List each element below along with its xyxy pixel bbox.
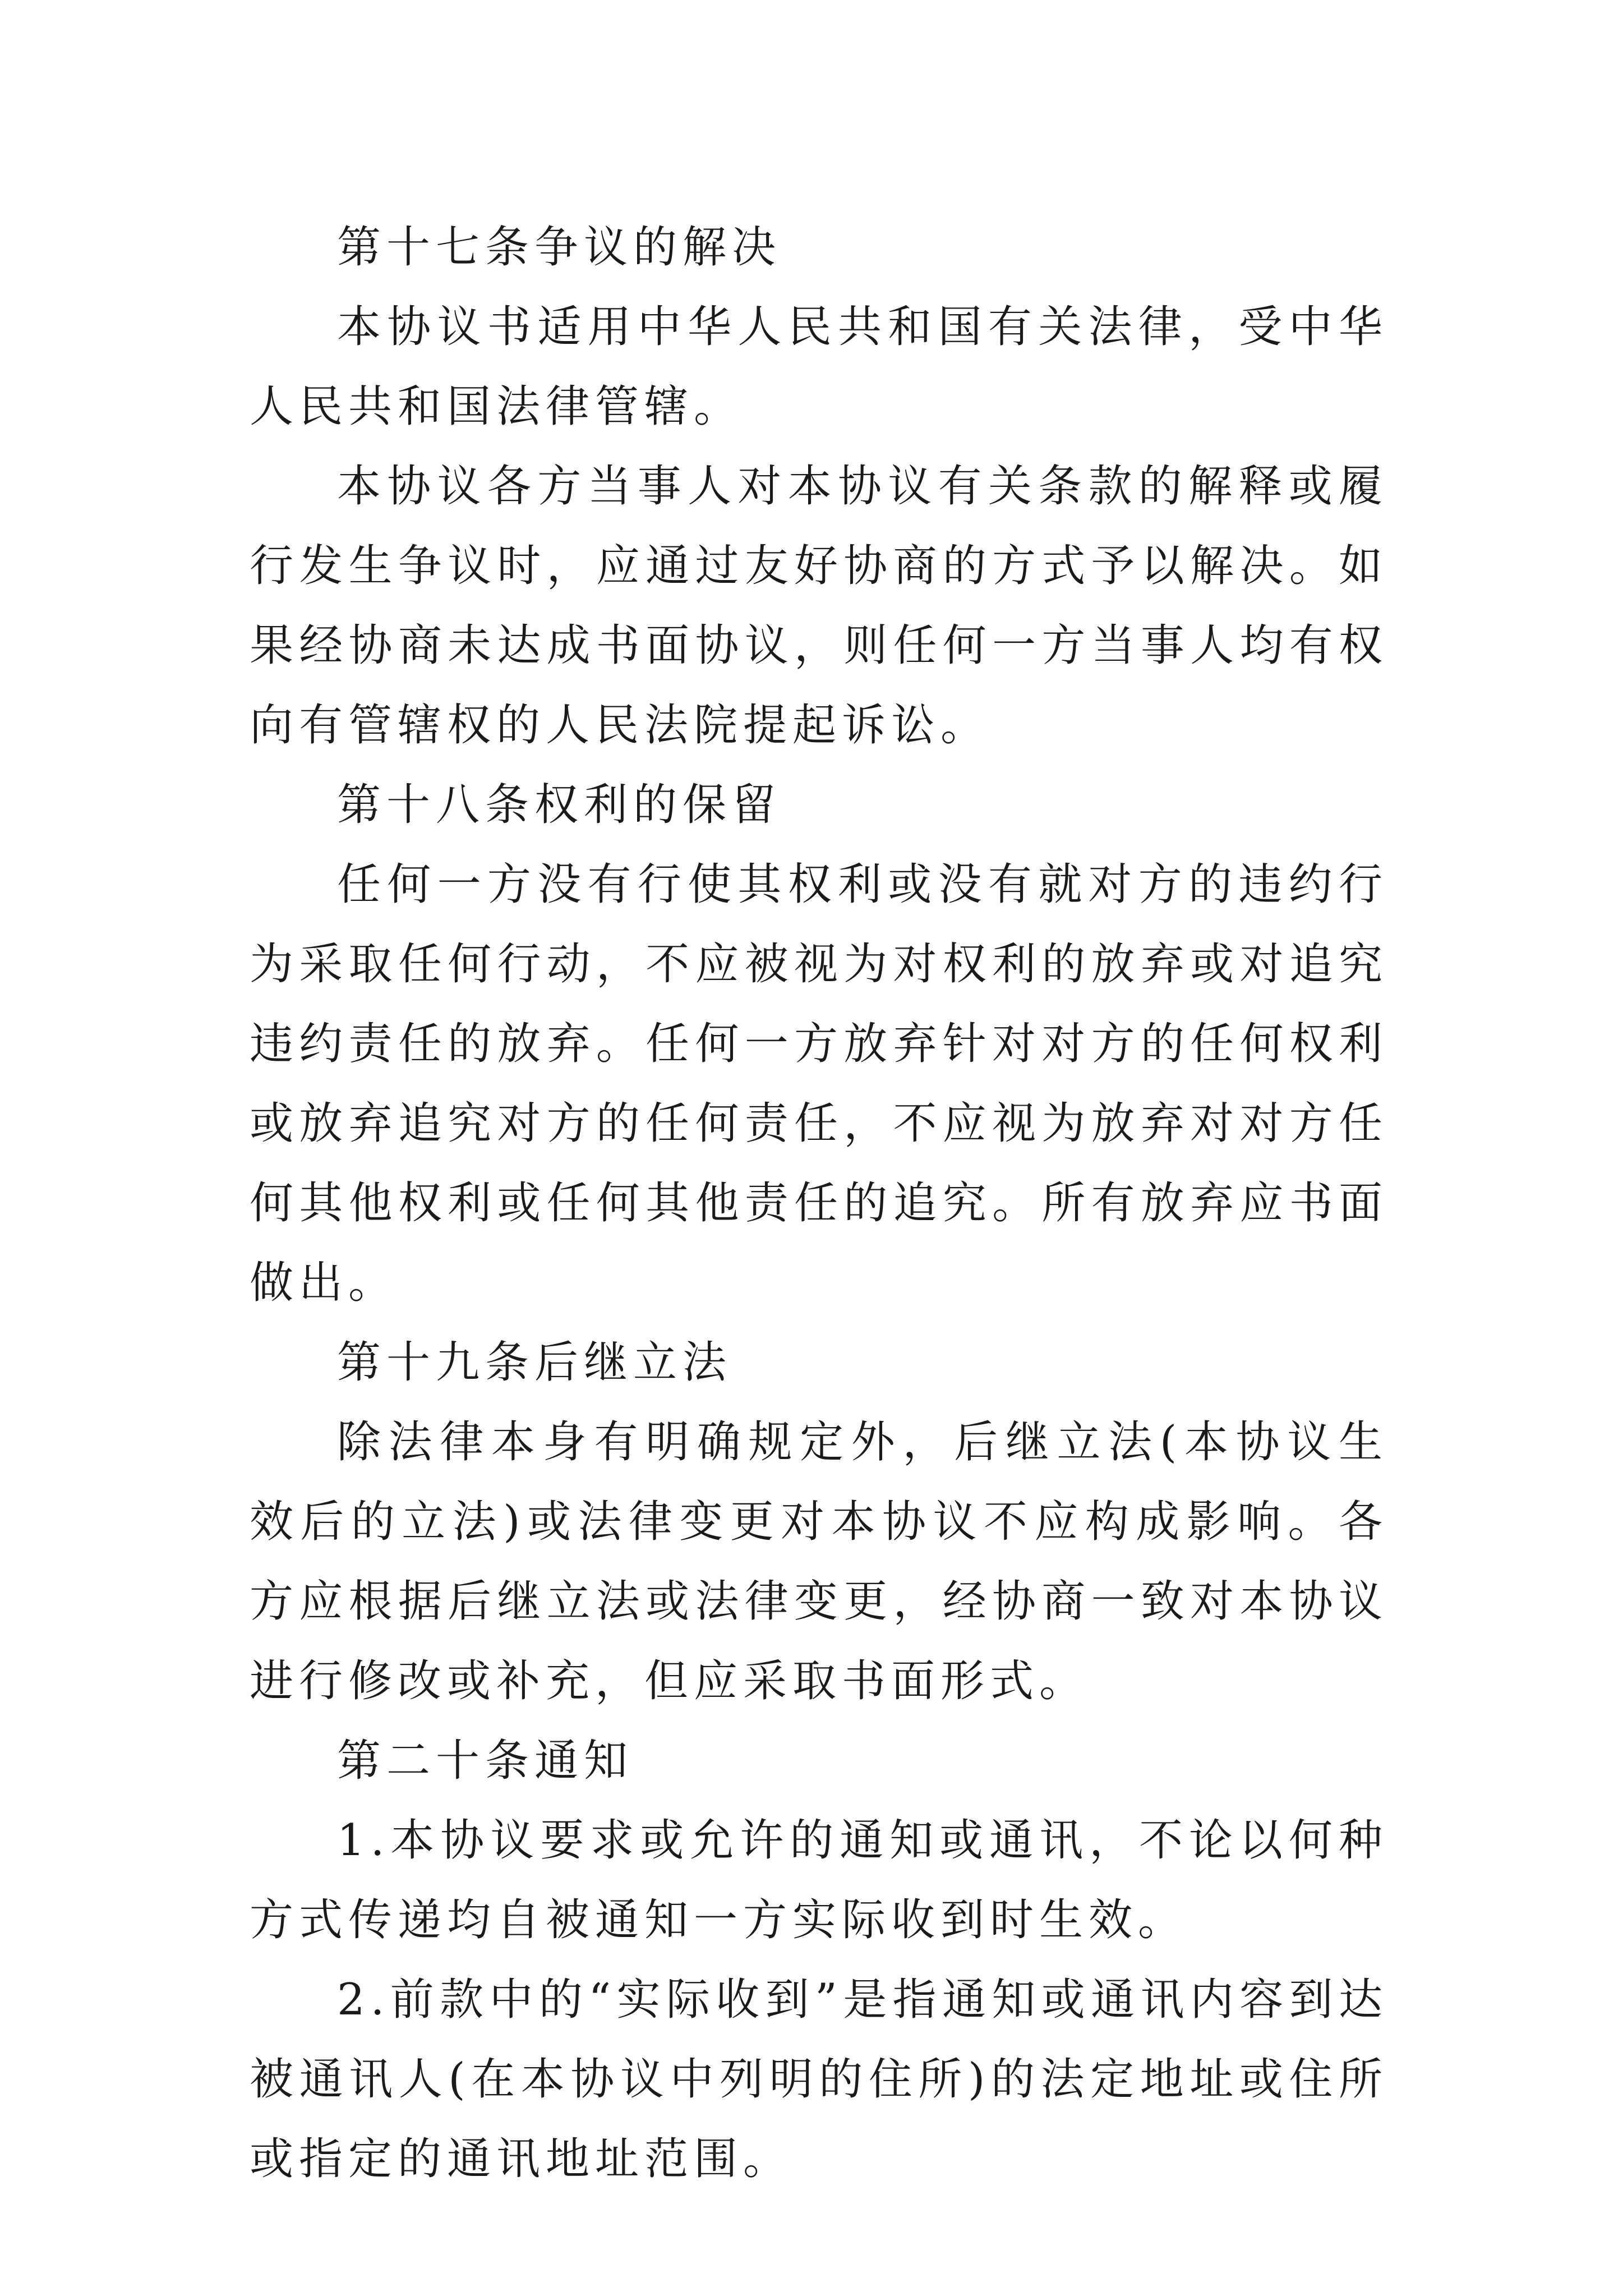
document-body [250,208,1388,2199]
section-heading-19: 第十九条后继立法 [337,1337,732,1388]
section-heading-18: 第十八条权利的保留 [337,780,782,830]
paragraph: 2.前款中的“实际收到”是指通知或通讯内容到达被通讯人(在本协议中列明的住所)的法定地址或住所或指定的通讯地址范围。 [250,1975,1388,2184]
paragraph: 任何一方没有行使其权利或没有就对方的违约行为采取任何行动，不应被视为对权利的放弃或对追究违约责任的放弃。任何一方放弃针对对方的任何权利或放弃追究对方的任何责任，不应视为放弃对对方任何其他权利或任何其他责任的追究。所有放弃应书面做出。 [250,859,1388,1308]
section-heading-17: 第十七条争议的解决 [337,222,782,273]
paragraph: 1.本协议要求或允许的通知或通讯，不论以何种方式传递均自被通知一方实际收到时生效。 [250,1815,1388,1945]
section-heading-20: 第二十条通知 [337,1736,634,1786]
paragraph: 本协议书适用中华人民共和国有关法律，受中华人民共和国法律管辖。 [250,302,1388,432]
paragraph: 除法律本身有明确规定外，后继立法(本协议生效后的立法)或法律变更对本协议不应构成影响。各方应根据后继立法或法律变更，经协商一致对本协议进行修改或补充，但应采取书面形式。 [250,1417,1388,1706]
paragraph: 本协议各方当事人对本协议有关条款的解释或履行发生争议时，应通过友好协商的方式予以解决。如果经协商未达成书面协议，则任何一方当事人均有权向有管辖权的人民法院提起诉讼。 [250,461,1388,751]
